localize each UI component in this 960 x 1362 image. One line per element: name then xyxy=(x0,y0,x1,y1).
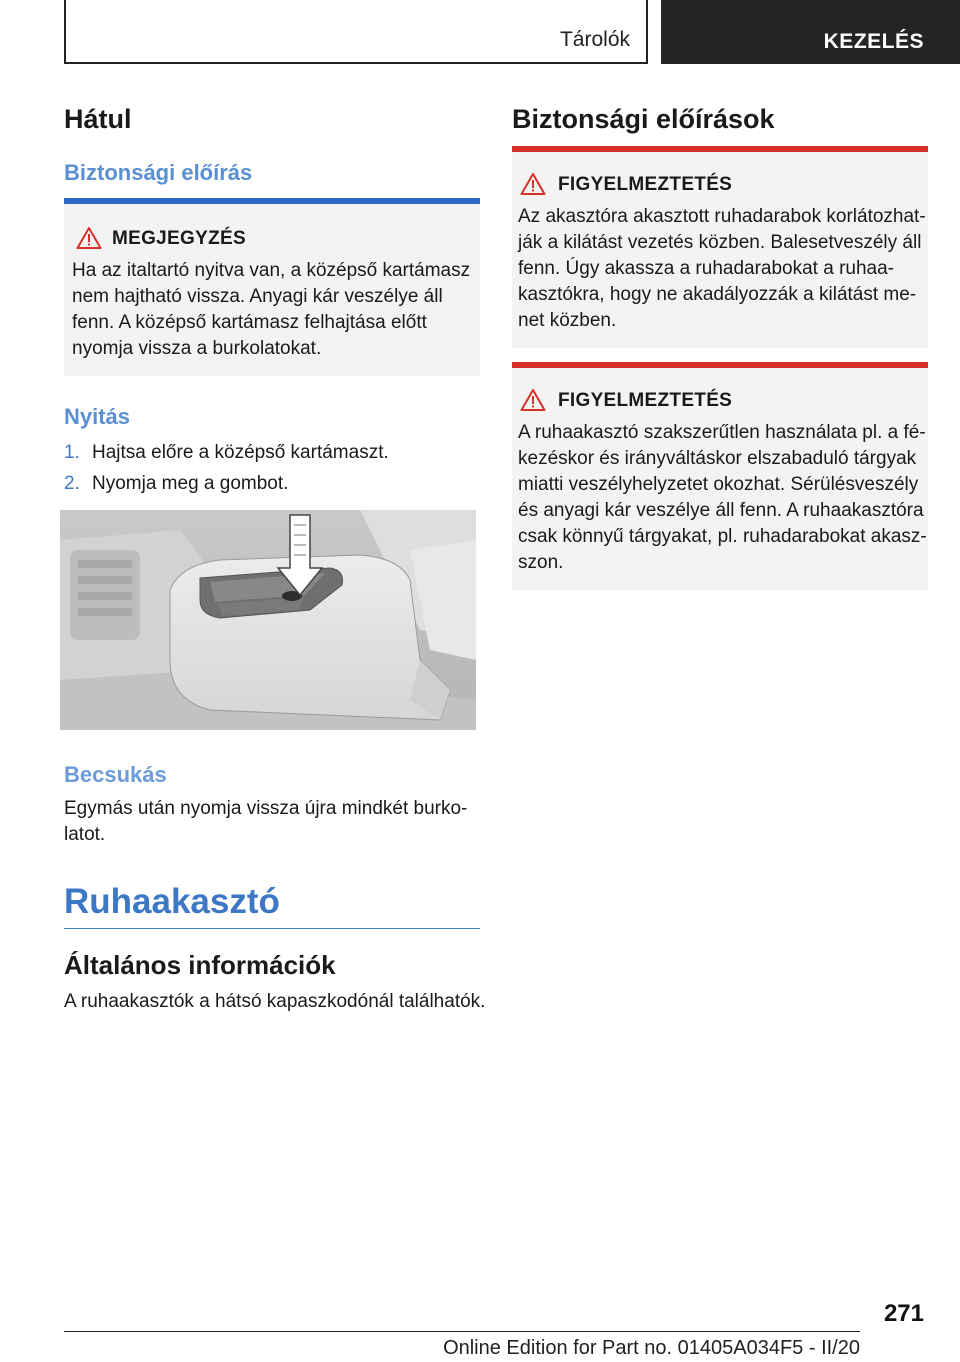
step-text: Hajtsa előre a középső kartámaszt. xyxy=(92,442,389,463)
heading-open: Nyitás xyxy=(64,404,131,429)
header-chapter-tab xyxy=(661,0,960,64)
notice-line: Ha az italtartó nyitva van, a középső kartámasz xyxy=(72,260,471,281)
notice-box xyxy=(64,198,480,376)
header-section-title: Tárolók xyxy=(559,28,630,51)
warning-box xyxy=(512,146,928,348)
warning-triangle-icon xyxy=(520,388,546,412)
warning-line: és anyagi kár veszélye áll fenn. A ruhaakasztóra xyxy=(518,500,924,521)
warning-line: kezéskor és irányváltáskor elszabaduló tárgyak xyxy=(518,448,917,469)
heading-general-info: Általános információk xyxy=(64,950,336,980)
heading-close: Becsukás xyxy=(64,762,167,787)
notice-bar xyxy=(64,198,480,204)
notice-title: MEGJEGYZÉS xyxy=(112,228,246,249)
warning-line: fenn. Úgy akassza a ruhadarabokat a ruhaa- xyxy=(518,258,895,279)
warning-line: kasztókra, hogy ne akadályozzák a kilátást me- xyxy=(518,284,917,305)
warning-bar xyxy=(512,362,928,368)
warning-box xyxy=(512,362,928,590)
warning-text xyxy=(518,204,928,334)
step-text: Nyomja meg a gombot. xyxy=(92,473,289,494)
heading-safety-rules: Biztonsági előírások xyxy=(512,104,775,134)
close-text xyxy=(64,796,480,848)
warning-line: net közben. xyxy=(518,310,617,331)
armrest-illustration xyxy=(60,510,476,730)
warning-triangle-icon xyxy=(520,172,546,196)
warning-bar xyxy=(512,146,928,152)
close-line: Egymás után nyomja vissza újra mindkét burko- xyxy=(64,798,468,819)
step-item xyxy=(64,471,288,497)
page-number: 271 xyxy=(883,1300,924,1327)
warning-line: Az akasztóra akasztott ruhadarabok korlátozhat- xyxy=(518,206,926,227)
section-rule xyxy=(64,928,480,929)
step-number: 1. xyxy=(64,442,80,463)
armrest-drawing xyxy=(60,510,476,730)
warning-line: A ruhaakasztó szakszerűtlen használata pl. a fé- xyxy=(518,422,926,443)
warning-title: FIGYELMEZTETÉS xyxy=(558,174,733,195)
general-info-text: A ruhaakasztók a hátsó kapaszkodónál találhatók. xyxy=(64,991,486,1012)
notice-line: nem hajtható vissza. Anyagi kár veszélye áll xyxy=(72,286,443,307)
header-chapter-label: KEZELÉS xyxy=(823,30,924,53)
warning-line: miatti veszélyhelyzetet okozhat. Sérülésveszély xyxy=(518,474,919,495)
close-line: latot. xyxy=(64,824,106,845)
footer-rule xyxy=(64,1331,860,1332)
step-number: 2. xyxy=(64,473,80,494)
notice-line: fenn. A középső kartámasz felhajtása előtt xyxy=(72,312,427,333)
subheading-safety-note: Biztonsági előírás xyxy=(64,160,253,185)
notice-line: nyomja vissza a burkolatokat. xyxy=(72,338,322,359)
heading-hatul: Hátul xyxy=(64,104,132,134)
warning-triangle-icon xyxy=(76,226,102,250)
heading-hanger: Ruhaakasztó xyxy=(64,882,280,921)
footer-edition: Online Edition for Part no. 01405A034F5 - II/20 xyxy=(443,1337,860,1359)
warning-line: szon. xyxy=(518,552,564,573)
warning-text xyxy=(518,420,928,576)
notice-text xyxy=(72,258,476,362)
warning-line: csak könnyű tárgyakat, pl. ruhadarabokat akasz- xyxy=(518,526,927,547)
step-item xyxy=(64,440,389,466)
warning-title: FIGYELMEZTETÉS xyxy=(558,390,733,411)
warning-line: ják a kilátást vezetés közben. Balesetveszély áll xyxy=(518,232,922,253)
